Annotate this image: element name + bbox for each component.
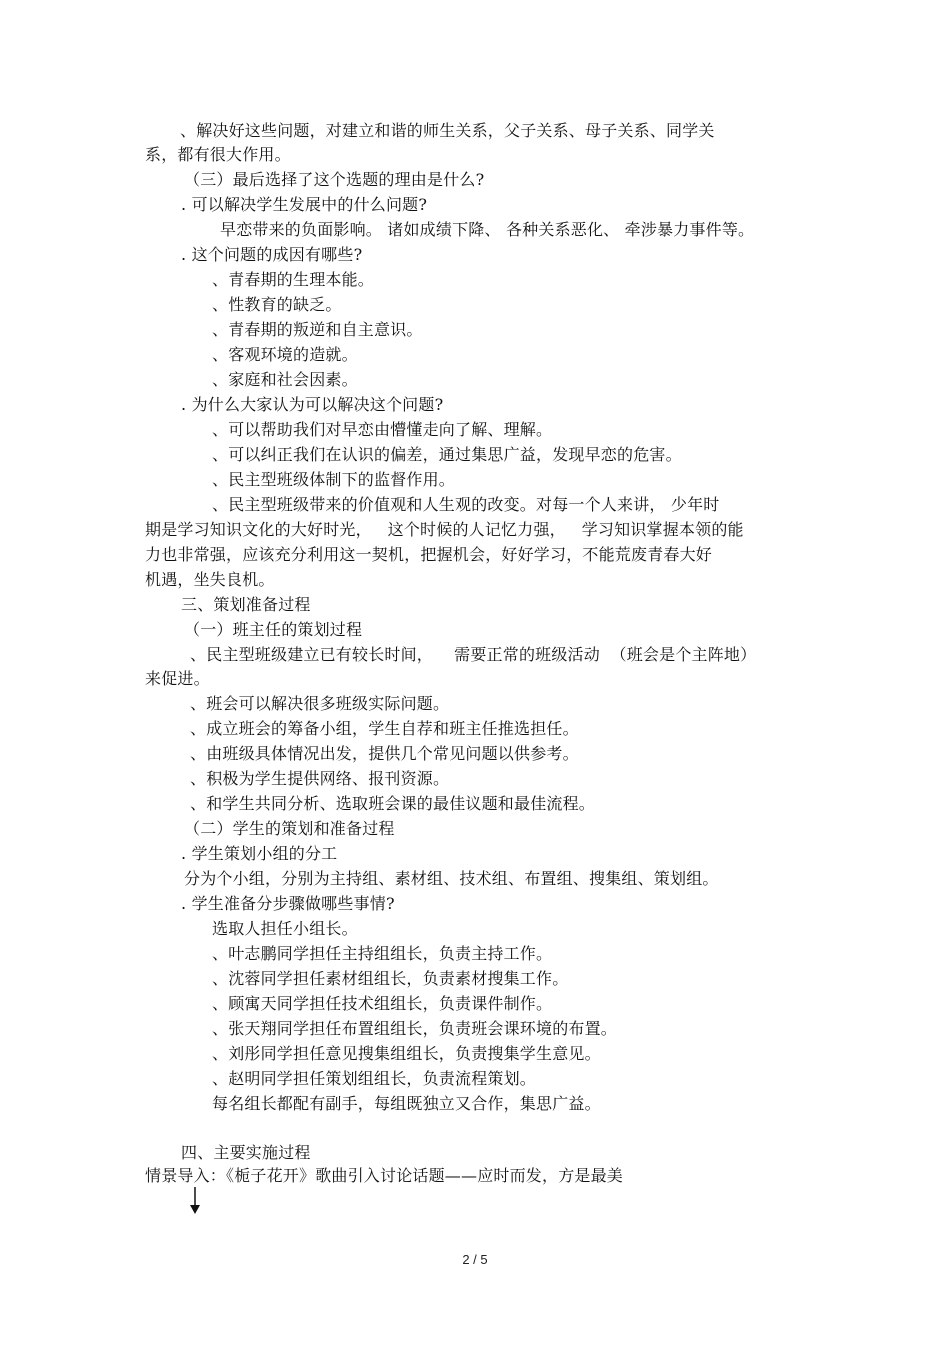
- text-line: . 为什么大家认为可以解决这个问题?: [181, 395, 444, 414]
- text-line: 期是学习知识文化的大好时光， 这个时候的人记忆力强， 学习知识掌握本领的能: [145, 520, 744, 539]
- text-line: 、青春期的叛逆和自主意识。: [212, 320, 423, 339]
- down-arrow-icon: [188, 1187, 202, 1215]
- text-line: （三）最后选择了这个选题的理由是什么?: [184, 170, 485, 189]
- text-line: 、成立班会的筹备小组，学生自荐和班主任推选担任。: [190, 719, 579, 738]
- text-line: 系，都有很大作用。: [145, 145, 291, 164]
- text-line: 、沈蓉同学担任素材组组长，负责素材搜集工作。: [212, 969, 569, 988]
- text-line: 、客观环境的造就。: [212, 345, 358, 364]
- text-line: 、民主型班级体制下的监督作用。: [212, 470, 456, 489]
- text-line: 、张天翔同学担任布置组组长，负责班会课环境的布置。: [212, 1019, 618, 1038]
- section-heading: 四、主要实施过程: [181, 1143, 311, 1162]
- text-line: 、顾寓天同学担任技术组组长，负责课件制作。: [212, 994, 553, 1013]
- text-line: 选取人担任小组长。: [212, 919, 358, 938]
- page-number: 2 / 5: [462, 1252, 488, 1267]
- text-line: 、解决好这些问题，对建立和谐的师生关系，父子关系、母子关系、同学关: [180, 121, 715, 140]
- text-line: 、叶志鹏同学担任主持组组长，负责主持工作。: [212, 944, 553, 963]
- text-line: . 可以解决学生发展中的什么问题?: [181, 195, 428, 214]
- section-heading: 三、策划准备过程: [181, 595, 311, 614]
- text-line: . 学生策划小组的分工: [181, 844, 338, 863]
- text-line: 、可以帮助我们对早恋由懵懂走向了解、理解。: [212, 420, 553, 439]
- text-line: 、性教育的缺乏。: [212, 295, 342, 314]
- text-line: 、可以纠正我们在认识的偏差，通过集思广益，发现早恋的危害。: [212, 445, 682, 464]
- text-line: 、家庭和社会因素。: [212, 370, 358, 389]
- text-line: 每名组长都配有副手，每组既独立又合作，集思广益。: [212, 1094, 601, 1113]
- text-line: 、班会可以解决很多班级实际问题。: [190, 694, 450, 713]
- text-line: 早恋带来的负面影响。 诸如成绩下降、 各种关系恶化、 牵涉暴力事件等。: [220, 220, 755, 239]
- text-line: 来促进。: [145, 669, 210, 688]
- text-line: 、积极为学生提供网络、报刊资源。: [190, 769, 450, 788]
- text-line: 、赵明同学担任策划组组长，负责流程策划。: [212, 1069, 537, 1088]
- text-line: 、民主型班级带来的价值观和人生观的改变。对每一个人来讲， 少年时: [212, 495, 720, 514]
- subsection-heading: （二）学生的策划和准备过程: [184, 819, 395, 838]
- text-line: 、青春期的生理本能。: [212, 270, 375, 289]
- text-line: 、刘彤同学担任意见搜集组组长，负责搜集学生意见。: [212, 1044, 601, 1063]
- text-line: 情景导入：《栀子花开》歌曲引入讨论话题——应时而发，方是最美: [145, 1166, 624, 1185]
- text-line: 机遇，坐失良机。: [145, 570, 275, 589]
- text-line: 、和学生共同分析、选取班会课的最佳议题和最佳流程。: [190, 794, 596, 813]
- text-line: 、民主型班级建立已有较长时间， 需要正常的班级活动 （班会是个主阵地）: [190, 645, 757, 664]
- subsection-heading: （一）班主任的策划过程: [184, 620, 363, 639]
- text-line: 力也非常强，应该充分利用这一契机，把握机会，好好学习，不能荒废青春大好: [145, 545, 713, 564]
- text-line: 分为个小组，分别为主持组、素材组、技术组、布置组、搜集组、策划组。: [184, 869, 719, 888]
- text-line: . 学生准备分步骤做哪些事情?: [181, 894, 395, 913]
- text-line: . 这个问题的成因有哪些?: [181, 245, 363, 264]
- text-line: 、由班级具体情况出发，提供几个常见问题以供参考。: [190, 744, 579, 763]
